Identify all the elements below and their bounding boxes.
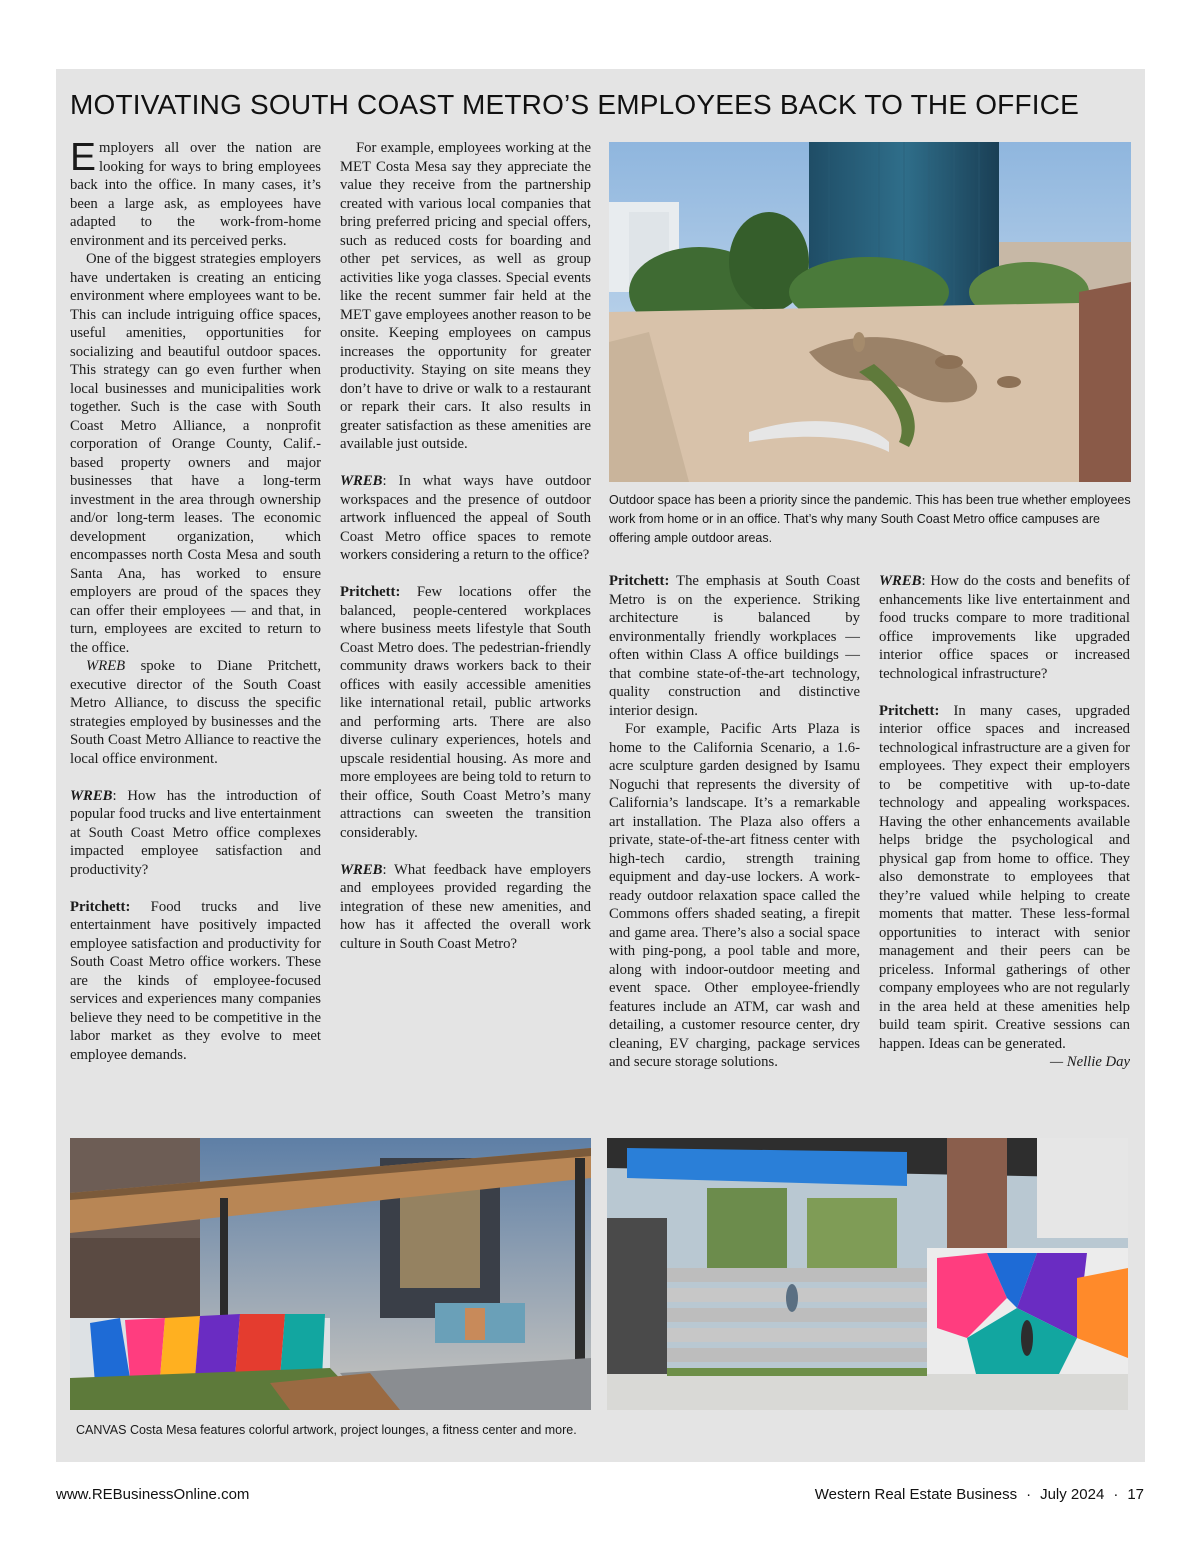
footer-website: www.REBusinessOnline.com (56, 1486, 250, 1503)
paragraph: For example, employees working at the MET Costa Mesa say they appreciate the value they receive from the partnership created with various local companies that bring preferred pricing and special offers, such as reduced costs for boarding and other pet services, as well as group activities like yoga classes. Special events like the recent summer fair held at the MET gave employees another reason to be onsite. Keeping employees on campus increases the opportunity for greater productivity. Staying on site means they don’t have to drive or walk to a restaurant or repark their cars. It also results in greater satisfaction as these amenities are available just outside. (340, 140, 591, 452)
paragraph: Employers all over the nation are looking for ways to bring employees back into the office. In many cases, it’s been a large ask, as employees have adapted to the work-from-home environment and its perceived perks. (70, 136, 321, 249)
interview-answer: Pritchett: Food trucks and live entertainment have positively impacted employee satisfaction and productivity for South Coast Metro office workers. These are the kinds of employee-focused services and experiences many companies believe they need to be competitive in the labor market as they evolve to meet employee demands. (70, 898, 321, 1063)
steps-mural-illustration (607, 1138, 1128, 1410)
page-number: 17 (1127, 1486, 1144, 1503)
interview-answer: Pritchett: Few locations offer the balanced, people-centered workplaces where business meets lifestyle that South Coast Metro does. The pedestrian-friendly community draws workers back to their offices with easily accessible amenities like international retail, public artworks and performing arts. There are also diverse culinary experiences, hotels and upscale residential housing. As more and more employees are being told to return to their office, South Coast Metro’s many attractions can sweeten the transition considerably. (340, 584, 591, 841)
text-column-1 (70, 136, 321, 1064)
article-headline: MOTIVATING SOUTH COAST METRO’S EMPLOYEES BACK TO THE OFFICE (70, 89, 1080, 120)
issue-date: July 2024 (1040, 1486, 1105, 1503)
byline: — Nellie Day (1050, 1054, 1130, 1070)
canvas-canopy-photo (70, 1138, 591, 1410)
text-column-4 (879, 572, 1130, 1072)
paragraph: For example, Pacific Arts Plaza is home to the California Scenario, a 1.6-acre sculpture garden designed by Isamu Noguchi that represents the diversity of California’s landscape. It’s a remarkable art installation. The Plaza also offers a private, state-of-the-art fitness center with high-tech cardio, strength training equipment and day-use lockers. A work-ready outdoor relaxation space called the Commons offers shaded seating, a firepit and game area. There’s also a social space with ping-pong, a pool table and more, along with indoor-outdoor meeting and event space. Other employee-friendly features include an ATM, car wash and detailing, a customer resource center, dry cleaning, EV charging, package services and secure storage solutions. (609, 721, 860, 1070)
canopy-mural-illustration (70, 1138, 591, 1410)
interview-question: WREB: In what ways have outdoor workspaces and the presence of outdoor artwork influenced the appeal of South Coast Metro office spaces to remote workers considering a return to the office? (340, 473, 591, 563)
interview-answer: Pritchett: The emphasis at South Coast Metro is on the experience. Striking architecture is balanced by environmentally friendly workplaces — often within Class A office buildings — that combine state-of-the-art technology, quality construction and distinctive interior design. (609, 573, 860, 719)
text-column-2 (340, 139, 591, 953)
footer-publication-info: Western Real Estate Business · July 2024 · 17 (814, 1486, 1144, 1503)
paragraph: One of the biggest strategies employers have undertaken is creating an enticing environment where employees want to be. This can include intriguing office spaces, useful amenities, opportunities for socializing and beautiful outdoor spaces. This strategy can go even further when local businesses and municipalities work together. Such is the case with South Coast Metro Alliance, a nonprofit corporation of Orange County, Calif.-based property owners and major businesses that have a long-term investment in the area through ownership and/or long-term leases. The economic development organization, which encompasses north Costa Mesa and south Santa Ana, has worked to ensure employers are proud of the spaces they can offer their employees — and that, in turn, employees are excited to return to the office. (70, 251, 321, 656)
interview-question: WREB: What feedback have employers and employees provided regarding the integration of these new amenities, and how has it affected the overall work culture in South Coast Metro? (340, 861, 591, 952)
publication-name: Western Real Estate Business (814, 1486, 1018, 1503)
interview-question: WREB: How do the costs and benefits of enhancements like live entertainment and food trucks compare to more traditional office improvements like upgraded interior office spaces or increased technological infrastructure? (879, 573, 1130, 682)
paragraph: WREB spoke to Diane Pritchett, executive director of the South Coast Metro Alliance, to discuss the specific strategies employed by businesses and the South Coast Metro Alliance to reactive the local office environment. (70, 658, 321, 767)
interview-answer: Pritchett: In many cases, upgraded interior office spaces and increased technological infrastructure are a given for employees. They expect their employers to be competitive with up-to-date technology and appealing workspaces. Having the other enhancements available helps bridge the psychological and physical gap from home to office. They also demonstrate to employees that they’re valued while helping to create moments that matter. These less-formal opportunities to interact with senior management and their peers can be priceless. Informal gatherings of other company employees who are not regularly in the area held at these amenities help build team spirit. Creative sessions can happen. Ideas can be generated. — Nellie Day (879, 702, 1130, 1070)
top-photo-caption: Outdoor space has been a priority since the pandemic. This has been true whether employees work from home or in an office. That’s why many South Coast Metro office campuses are offering ample outdoor areas. (609, 493, 1131, 545)
text-column-3 (609, 572, 860, 1072)
drop-cap: E (70, 136, 97, 179)
bottom-photos-caption: CANVAS Costa Mesa features colorful artwork, project lounges, a fitness center and more. (76, 1423, 577, 1437)
canvas-steps-photo (607, 1138, 1128, 1410)
sculpture-garden-illustration (609, 142, 1131, 482)
interview-question: WREB: How has the introduction of popular food trucks and live entertainment at South Coast Metro office complexes impacted employee satisfaction and productivity? (70, 787, 321, 878)
sculpture-garden-photo (609, 142, 1131, 482)
